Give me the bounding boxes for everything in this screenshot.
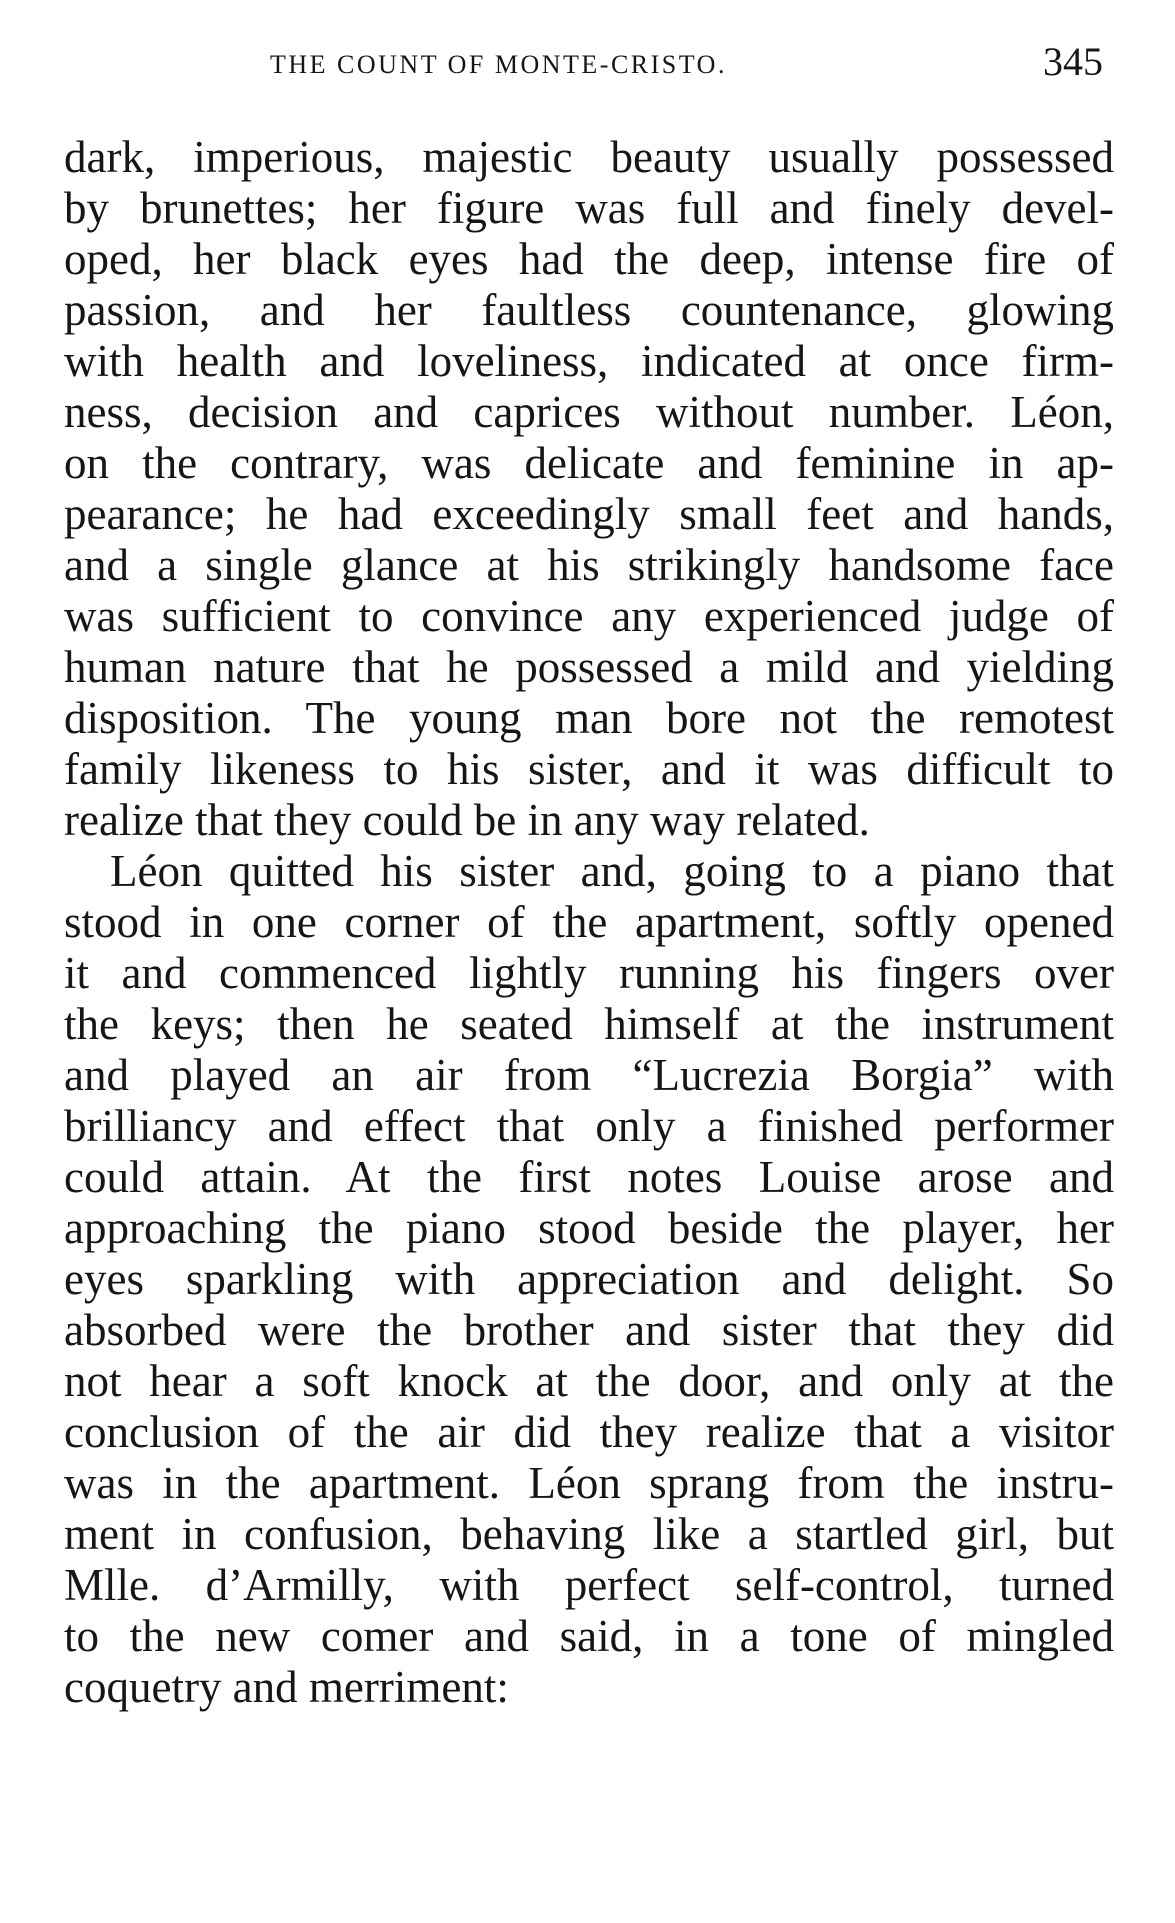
text-line: absorbed were the brother and sister that they did [64, 1305, 1114, 1355]
text-line: could attain. At the first notes Louise arose and [64, 1152, 1114, 1202]
text-line: not hear a soft knock at the door, and only at the [64, 1356, 1114, 1406]
text-line: pearance; he had exceedingly small feet and hands, [64, 489, 1114, 539]
text-line: stood in one corner of the apartment, softly opened [64, 897, 1114, 947]
text-line: Mlle. d’Armilly, with perfect self-control, turned [64, 1560, 1114, 1610]
body-text [64, 132, 1114, 1713]
text-line: by brunettes; her figure was full and finely devel- [64, 183, 1114, 233]
text-line: oped, her black eyes had the deep, intense fire of [64, 234, 1114, 284]
text-line: with health and loveliness, indicated at once firm- [64, 336, 1114, 386]
text-line: conclusion of the air did they realize that a visitor [64, 1407, 1114, 1457]
text-line: disposition. The young man bore not the remotest [64, 693, 1114, 743]
text-line: dark, imperious, majestic beauty usually possessed [64, 132, 1114, 182]
text-line: realize that they could be in any way related. [64, 795, 870, 845]
text-line: was in the apartment. Léon sprang from the instru- [64, 1458, 1114, 1508]
text-line: on the contrary, was delicate and feminine in ap- [64, 438, 1114, 488]
text-line: brilliancy and effect that only a finished performer [64, 1101, 1114, 1151]
text-line: human nature that he possessed a mild and yielding [64, 642, 1114, 692]
text-line: ment in confusion, behaving like a startled girl, but [64, 1509, 1114, 1559]
text-line: and a single glance at his strikingly handsome face [64, 540, 1114, 590]
text-line: to the new comer and said, in a tone of mingled [64, 1611, 1114, 1661]
text-line: family likeness to his sister, and it was difficult to [64, 744, 1114, 794]
text-line: Léon quitted his sister and, going to a piano that [110, 846, 1114, 896]
text-line: it and commenced lightly running his fingers over [64, 948, 1114, 998]
text-line: was sufficient to convince any experienced judge of [64, 591, 1114, 641]
text-line: approaching the piano stood beside the player, her [64, 1203, 1114, 1253]
running-head: THE COUNT OF MONTE-CRISTO. [270, 50, 727, 79]
page-number: 345 [1043, 39, 1103, 84]
text-line: the keys; then he seated himself at the instrument [64, 999, 1114, 1049]
text-line: coquetry and merriment: [64, 1662, 509, 1712]
text-line: passion, and her faultless countenance, glowing [64, 285, 1114, 335]
text-line: and played an air from “Lucrezia Borgia” with [64, 1050, 1114, 1100]
text-line: ness, decision and caprices without number. Léon, [64, 387, 1114, 437]
text-line: eyes sparkling with appreciation and delight. So [64, 1254, 1114, 1304]
